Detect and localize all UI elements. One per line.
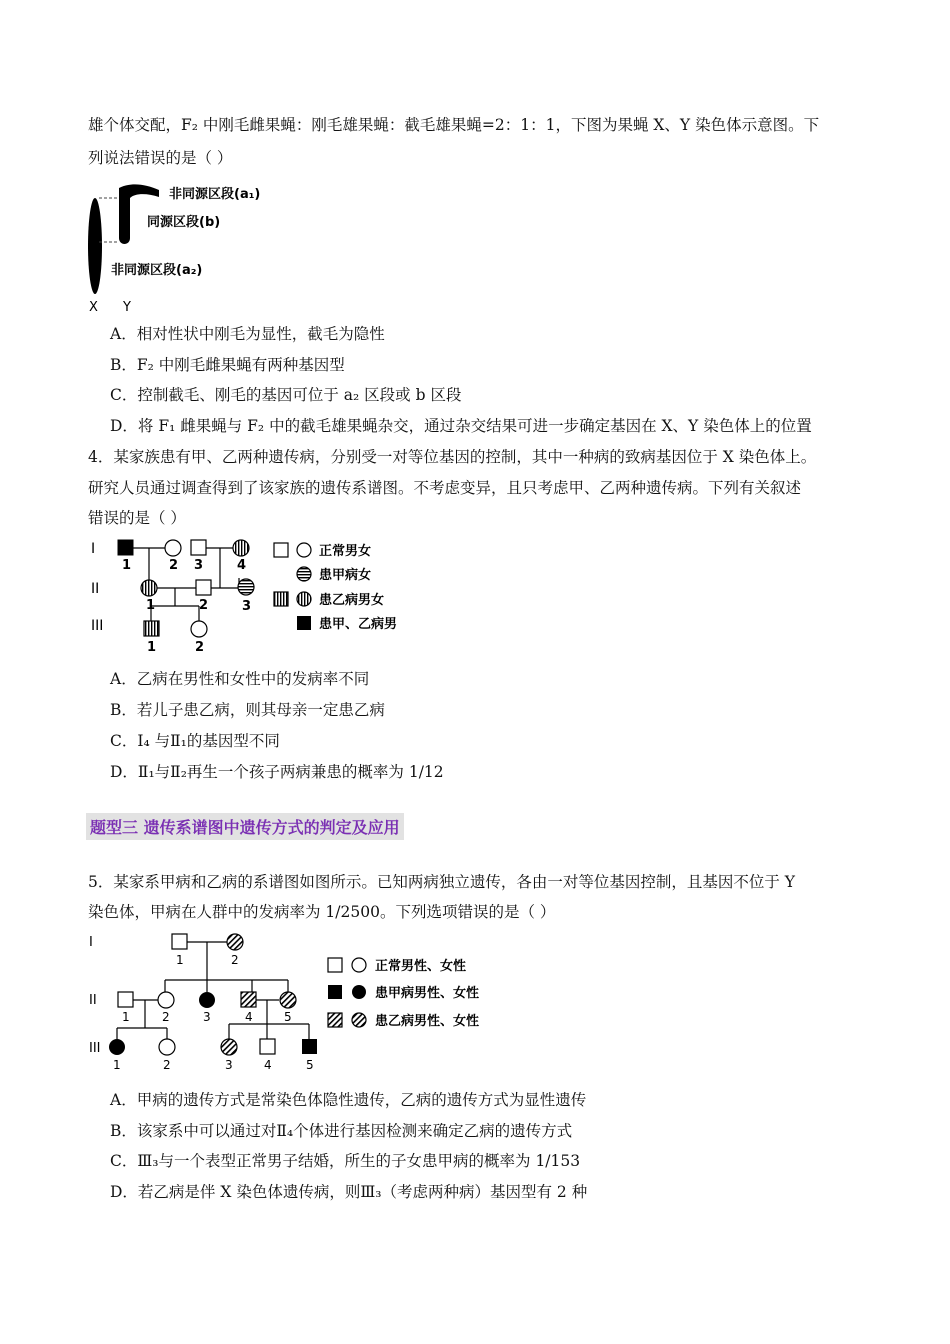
q5-ii5-number: 5 (284, 1010, 292, 1024)
q4-option-a: A．乙病在男性和女性中的发病率不同 (110, 670, 370, 688)
q5-legend-yi-female-icon (352, 1013, 366, 1027)
q4-ii1-affected-yi-female (141, 580, 157, 596)
legend-normal-male-icon (274, 543, 288, 557)
q4-i1-number: 1 (122, 558, 132, 573)
q5-gen-3: III (89, 1041, 101, 1056)
legend-yi-label: 患乙病男女 (319, 593, 385, 608)
q4-iii2-normal-female (191, 621, 207, 637)
label-a1: 非同源区段(a₁) (169, 187, 261, 202)
q5-iii4-normal-male (260, 1039, 275, 1054)
legend-yi-male-icon (274, 592, 288, 606)
q5-iii1-number: 1 (113, 1058, 121, 1072)
q4-stem-line1: 4．某家族患有甲、乙两种遗传病，分别受一对等位基因的控制，其中一种病的致病基因位于 X 染色体上。 (88, 448, 817, 466)
q4-option-d: D．Ⅱ₁与Ⅱ₂再生一个孩子两病兼患的概率为 1/12 (110, 763, 444, 781)
q5-iii3-affected-yi-female (221, 1039, 237, 1055)
q5-ii3-number: 3 (203, 1010, 211, 1024)
legend-jia-female-icon (297, 567, 311, 581)
q4-i3-number: 3 (194, 558, 204, 573)
q5-ii4-affected-yi-male (241, 992, 256, 1007)
q4-option-c: C．I₄ 与Ⅱ₁的基因型不同 (110, 732, 280, 750)
q5-legend-normal-label: 正常男性、女性 (375, 959, 467, 974)
q5-ii5-affected-yi-female (280, 992, 296, 1008)
q5-stem-line1: 5．某家系甲病和乙病的系谱图如图所示。已知两病独立遗传，各由一对等位基因控制，且基因不位于 Y (88, 873, 796, 891)
q5-iii5-number: 5 (306, 1058, 314, 1072)
q3-option-d: D．将 F₁ 雌果蝇与 F₂ 中的截毛雄果蝇杂交，通过杂交结果可进一步确定基因在 X、Y 染色体上的位置 (110, 417, 812, 435)
q5-iii2-normal-female (159, 1039, 175, 1055)
q4-gen-3: III (91, 618, 104, 634)
q5-ii2-number: 2 (162, 1010, 170, 1024)
q5-gen-2: II (89, 993, 97, 1008)
q3-option-c: C．控制截毛、刚毛的基因可位于 a₂ 区段或 b 区段 (110, 386, 462, 404)
q4-ii2-normal-male (196, 580, 211, 595)
q4-iii1-number: 1 (147, 640, 157, 655)
label-a2: 非同源区段(a₂) (111, 263, 203, 278)
q3-option-b: B．F₂ 中刚毛雌果蝇有两种基因型 (110, 356, 345, 374)
q4-i3-normal-male (191, 540, 206, 555)
q4-i2-number: 2 (169, 558, 179, 573)
legend-jia-label: 患甲病女 (319, 568, 372, 583)
q5-ii2-normal-female (158, 992, 174, 1008)
q3-stem-line2: 列说法错误的是（ ） (88, 149, 233, 167)
q5-pedigree-figure (85, 928, 505, 1076)
q5-ii4-number: 4 (245, 1010, 253, 1024)
q3-stem-line1: 雄个体交配，F₂ 中刚毛雌果蝇：刚毛雄果蝇：截毛雄果蝇=2：1：1，下图为果蝇 X、Y 染色体示意图。下 (88, 116, 820, 134)
q5-ii1-normal-male (118, 992, 133, 1007)
q4-pedigree-figure (85, 532, 425, 657)
legend-normal-female-icon (297, 543, 311, 557)
q5-i1-normal-male (172, 934, 187, 949)
q4-gen-1: I (91, 541, 96, 557)
q4-i4-number: 4 (237, 558, 247, 573)
q5-legend-normal-female-icon (352, 958, 366, 972)
q5-gen-1: I (89, 935, 93, 950)
q5-legend-yi-label: 患乙病男性、女性 (375, 1014, 480, 1029)
q4-iii2-number: 2 (195, 640, 205, 655)
xy-chromosome-figure (85, 180, 285, 315)
q5-iii1-affected-jia-female (109, 1039, 125, 1055)
q4-i1-affected-both-male (118, 540, 133, 555)
q5-stem-line2: 染色体，甲病在人群中的发病率为 1/2500。下列选项错误的是（ ） (88, 903, 556, 921)
legend-both-male-icon (297, 616, 311, 630)
q5-iii2-number: 2 (163, 1058, 171, 1072)
y-label: Y (123, 300, 131, 315)
legend-yi-female-icon (297, 592, 311, 606)
x-chromosome (88, 198, 102, 294)
q4-i2-normal-female (165, 540, 181, 556)
q5-option-a: A．甲病的遗传方式是常染色体隐性遗传，乙病的遗传方式为显性遗传 (110, 1091, 587, 1109)
q5-iii4-number: 4 (264, 1058, 272, 1072)
q5-legend-yi-male-icon (328, 1013, 342, 1027)
q5-iii3-number: 3 (225, 1058, 233, 1072)
q5-i2-affected-yi-female (227, 934, 243, 950)
x-label: X (89, 300, 98, 315)
q5-legend-jia-female-icon (352, 985, 366, 999)
q5-i1-number: 1 (176, 953, 184, 967)
q4-gen-2: II (91, 581, 100, 597)
q4-option-b: B．若儿子患乙病，则其母亲一定患乙病 (110, 701, 385, 719)
q4-ii2-number: 2 (199, 598, 209, 613)
q5-i2-number: 2 (231, 953, 239, 967)
q5-option-d: D．若乙病是伴 X 染色体遗传病，则Ⅲ₃（考虑两种病）基因型有 2 种 (110, 1183, 588, 1201)
q4-stem-line2: 研究人员通过调查得到了该家族的遗传系谱图。不考虑变异，且只考虑甲、乙两种遗传病。下列有关叙述 (88, 479, 802, 497)
section-heading: 题型三 遗传系谱图中遗传方式的判定及应用 (86, 813, 404, 840)
q4-ii1-number: 1 (146, 598, 156, 613)
q4-stem-line3: 错误的是（ ） (88, 509, 186, 527)
q4-iii1-affected-yi-male (144, 621, 159, 636)
legend-normal-label: 正常男女 (319, 544, 372, 559)
q5-option-c: C．Ⅲ₃与一个表型正常男子结婚，所生的子女患甲病的概率为 1/153 (110, 1152, 581, 1170)
q3-option-a: A．相对性状中刚毛为显性，截毛为隐性 (110, 325, 385, 343)
q4-ii3-affected-jia-female (238, 579, 254, 595)
q4-i4-affected-yi-female (233, 540, 249, 556)
legend-both-label: 患甲、乙病男 (319, 617, 398, 632)
q5-iii5-affected-jia-male (302, 1039, 317, 1054)
q5-legend-normal-male-icon (328, 958, 342, 972)
q5-legend-jia-male-icon (328, 985, 342, 999)
q4-ii3-number: 3 (242, 599, 252, 614)
label-b: 同源区段(b) (147, 215, 221, 230)
q5-ii3-affected-jia-female (199, 992, 215, 1008)
q5-legend-jia-label: 患甲病男性、女性 (375, 986, 480, 1001)
q5-ii1-number: 1 (122, 1010, 130, 1024)
q5-option-b: B．该家系中可以通过对Ⅱ₄个体进行基因检测来确定乙病的遗传方式 (110, 1122, 573, 1140)
